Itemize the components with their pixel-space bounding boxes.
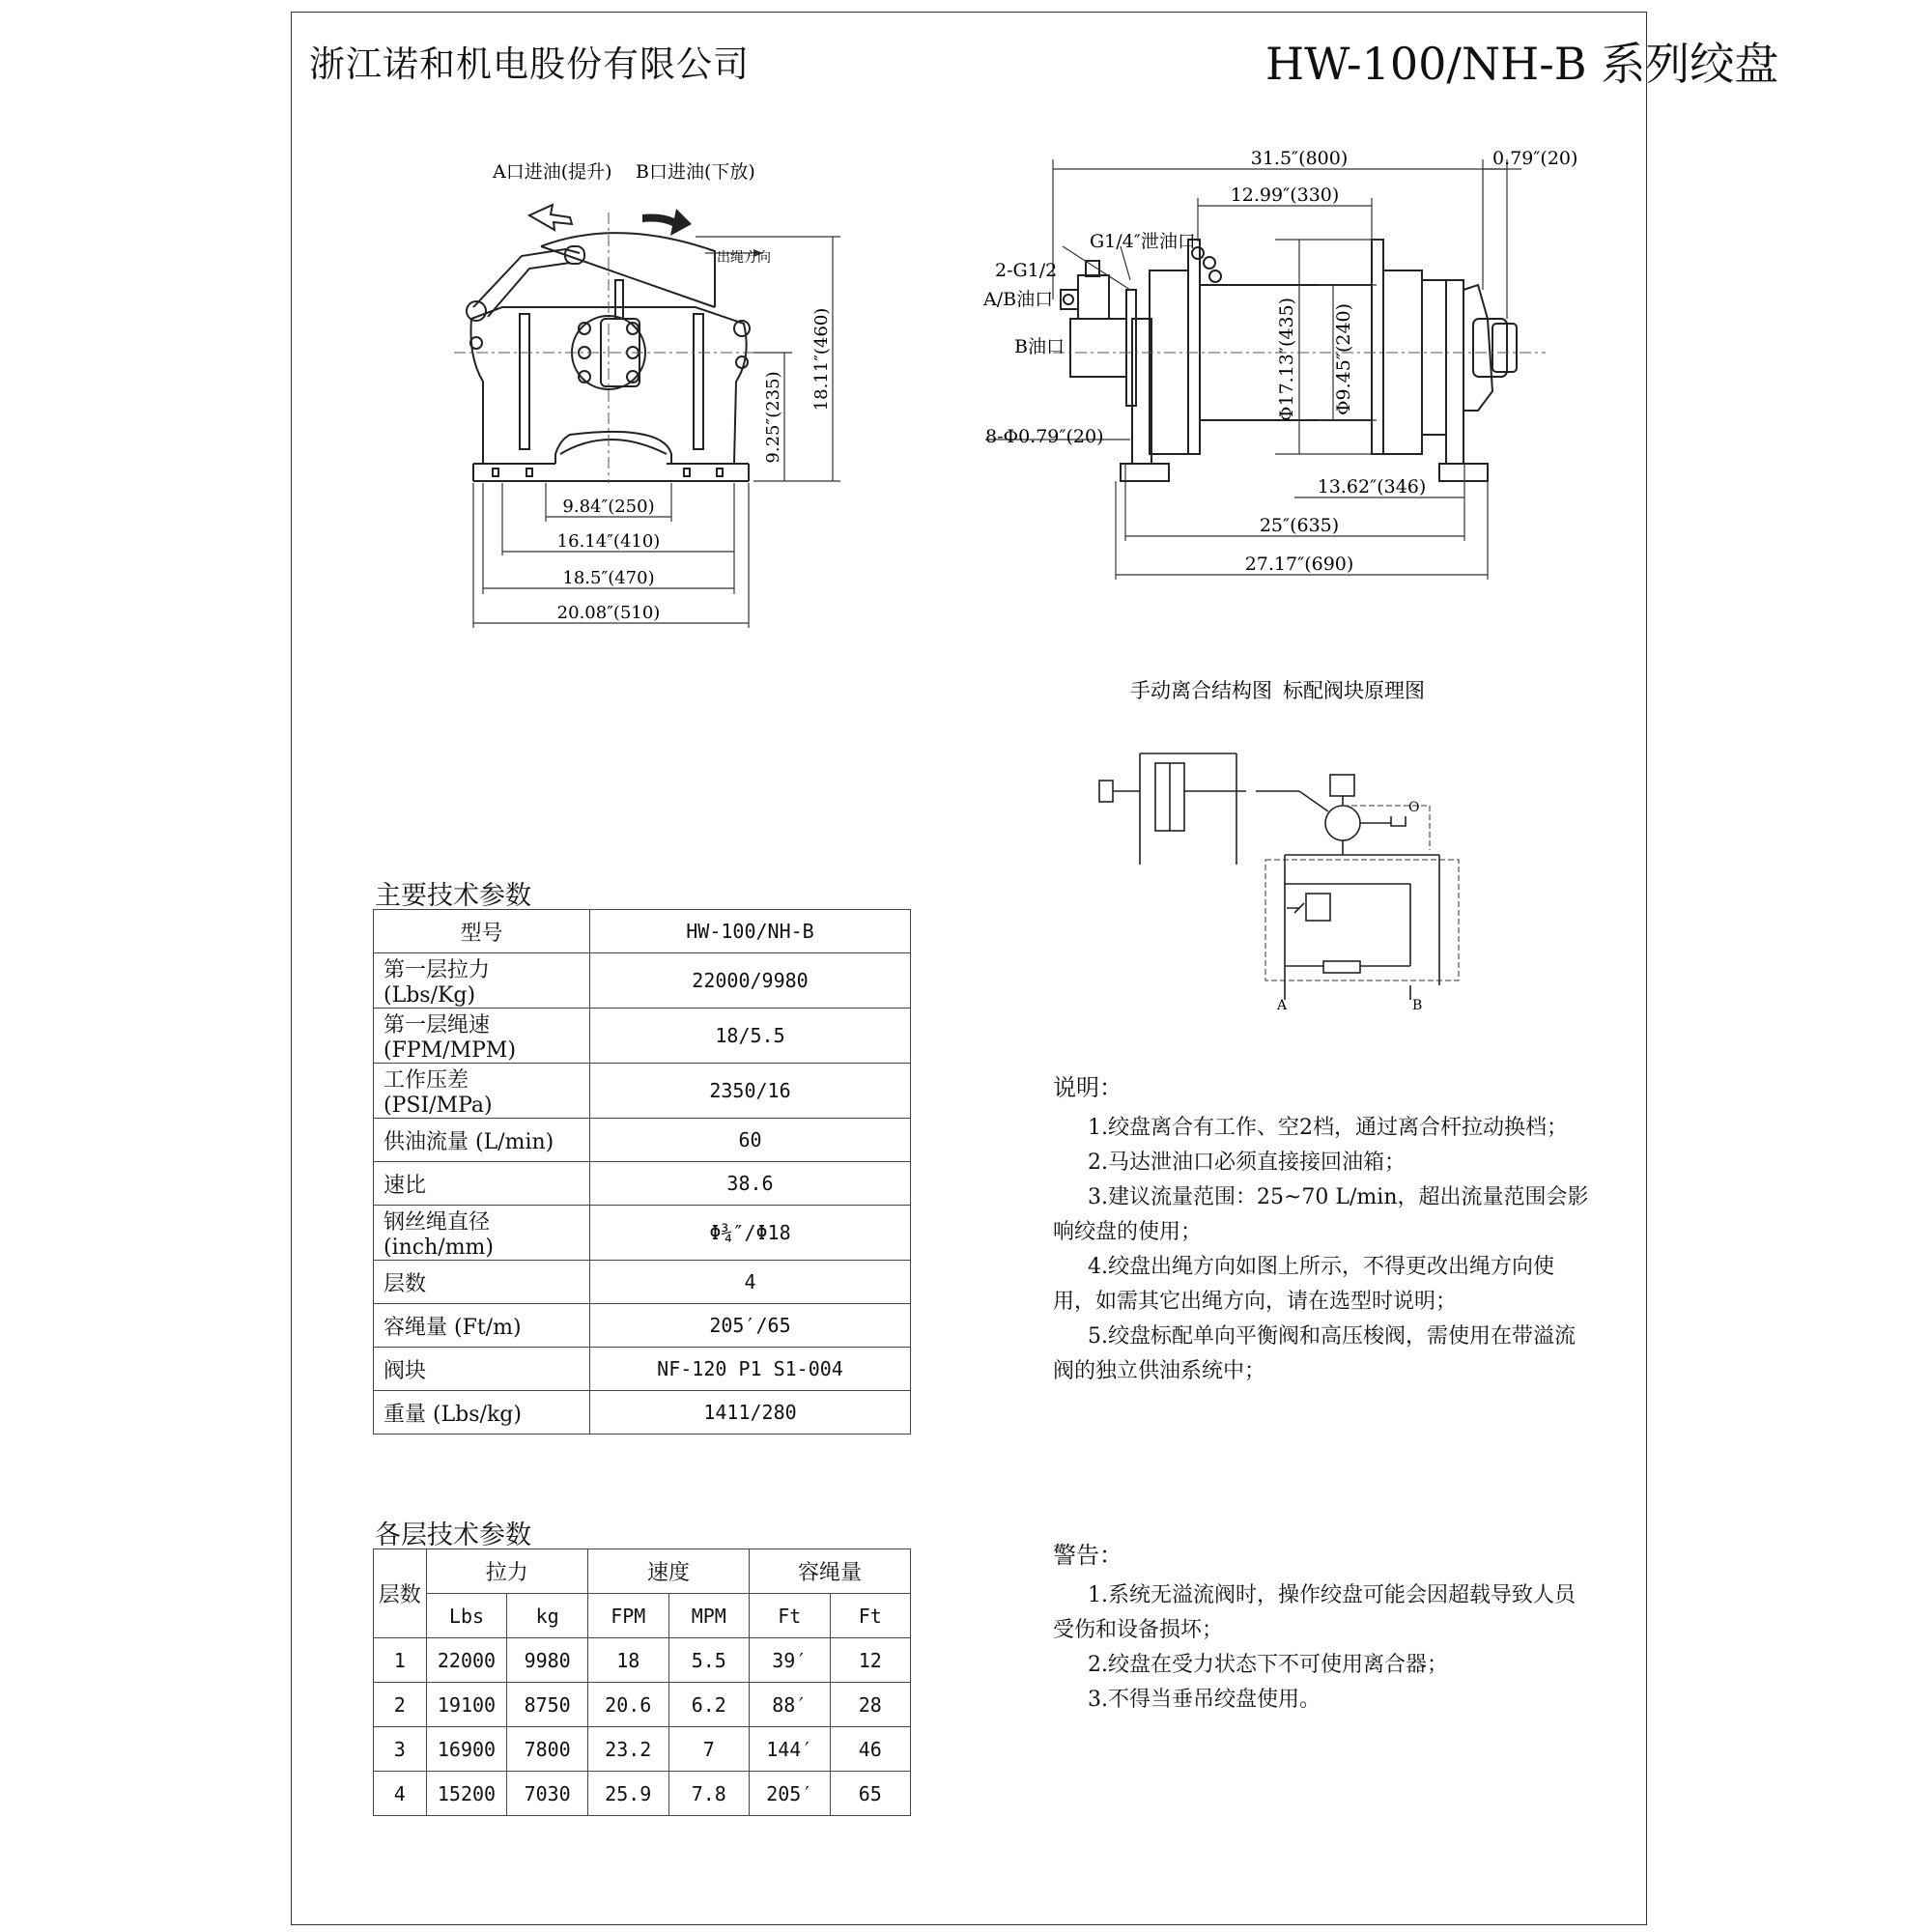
layer-cell: 3	[374, 1727, 427, 1772]
dim-width-410: 16.14″(410)	[556, 531, 661, 552]
layer-params-title: 各层技术参数	[375, 1520, 531, 1550]
param-label: 工作压差 (PSI/MPa)	[374, 1064, 590, 1119]
table-row	[374, 1772, 911, 1816]
dim-drum-length: 12.99″(330)	[1230, 185, 1340, 206]
front-view-drawing	[425, 145, 860, 647]
dim-height-460: 18.11″(460)	[811, 307, 832, 412]
main-params-title: 主要技术参数	[375, 881, 531, 911]
table-units-row	[374, 1594, 911, 1638]
param-label: 重量 (Lbs/kg)	[374, 1391, 590, 1435]
valve-port-b: B	[1412, 998, 1423, 1013]
side-view-drawing	[976, 140, 1594, 584]
pull-lbs-cell: 15200	[426, 1772, 507, 1816]
dim-base-346: 13.62″(346)	[1317, 476, 1427, 497]
param-value: Φ¾″/Φ18	[590, 1206, 911, 1261]
pull-kg-cell: 9980	[507, 1638, 588, 1683]
dim-height-235: 9.25″(235)	[763, 371, 783, 464]
param-value: HW-100/NH-B	[590, 910, 911, 953]
param-value: 205′/65	[590, 1304, 911, 1348]
note-item: 3.建议流量范围：25~70 L/min，超出流量范围会影响绞盘的使用；	[1053, 1185, 1589, 1244]
pull-kg-cell: 7800	[507, 1727, 588, 1772]
notes-section	[1053, 1070, 1594, 1389]
layer-cell: 4	[374, 1772, 427, 1816]
dim-right-offset: 0.79″(20)	[1492, 148, 1578, 169]
valve-port-a: A	[1277, 998, 1288, 1013]
company-name: 浙江诺和机电股份有限公司	[309, 43, 750, 85]
speed-fpm-cell: 23.2	[587, 1727, 668, 1772]
unit-mpm: MPM	[668, 1594, 749, 1638]
layer-params-table	[373, 1548, 911, 1816]
layer-cell: 1	[374, 1638, 427, 1683]
note-item: 5.绞盘标配单向平衡阀和高压梭阀，需使用在带溢流阀的独立供油系统中；	[1053, 1324, 1576, 1383]
speed-mpm-cell: 6.2	[668, 1683, 749, 1727]
clutch-diagram-title: 手动离合结构图	[1130, 679, 1272, 702]
pull-lbs-cell: 19100	[426, 1683, 507, 1727]
table-row	[374, 1261, 911, 1304]
warning-item: 1.系统无溢流阀时，操作绞盘可能会因超载导致人员受伤和设备损坏；	[1053, 1583, 1576, 1642]
valve-diagram-title: 标配阀块原理图	[1283, 679, 1425, 702]
param-value: 2350/16	[590, 1064, 911, 1119]
ab-port-size-label: 2-G1/2	[995, 260, 1058, 281]
capacity-m-cell: 28	[830, 1683, 910, 1727]
speed-mpm-cell: 7.8	[668, 1772, 749, 1816]
table-row	[374, 1348, 911, 1391]
unit-ft: Ft	[750, 1594, 831, 1638]
capacity-ft-cell: 88′	[750, 1683, 831, 1727]
speed-fpm-cell: 25.9	[587, 1772, 668, 1816]
port-a-label: A口进油(提升)	[493, 161, 612, 183]
capacity-ft-cell: 205′	[750, 1772, 831, 1816]
pull-kg-cell: 7030	[507, 1772, 588, 1816]
param-value: 4	[590, 1261, 911, 1304]
param-label: 阀块	[374, 1348, 590, 1391]
dim-drum-diameter: Φ9.45″(240)	[1333, 302, 1354, 416]
pull-lbs-cell: 16900	[426, 1727, 507, 1772]
warning-item: 2.绞盘在受力状态下不可使用离合器；	[1088, 1653, 1448, 1677]
port-b-label: B口进油(下放)	[636, 161, 755, 183]
capacity-m-cell: 65	[830, 1772, 910, 1816]
capacity-m-cell: 46	[830, 1727, 910, 1772]
param-label: 速比	[374, 1162, 590, 1206]
dim-base-635: 25″(635)	[1259, 515, 1340, 536]
dim-width-250: 9.84″(250)	[562, 497, 655, 517]
main-params-table	[373, 909, 911, 1435]
table-row	[374, 1009, 911, 1064]
speed-fpm-cell: 18	[587, 1638, 668, 1683]
table-row	[374, 1683, 911, 1727]
dim-total-length: 31.5″(800)	[1250, 148, 1349, 169]
table-row	[374, 1391, 911, 1435]
header-pull: 拉力	[426, 1549, 587, 1594]
table-row	[374, 1162, 911, 1206]
table-row	[374, 1638, 911, 1683]
note-item: 4.绞盘出绳方向如图上所示，不得更改出绳方向使用，如需其它出绳方向，请在选型时说明；	[1053, 1255, 1554, 1314]
warning-item: 3.不得当垂吊绞盘使用。	[1088, 1688, 1321, 1712]
drain-port-label: G1/4″泄油口	[1090, 231, 1196, 252]
layer-cell: 2	[374, 1683, 427, 1727]
table-row	[374, 1727, 911, 1772]
dim-flange-diameter: Φ17.13″(435)	[1276, 297, 1297, 422]
header-capacity: 容绳量	[750, 1549, 911, 1594]
table-header-row	[374, 1549, 911, 1594]
warnings-section	[1053, 1538, 1594, 1718]
table-row	[374, 1304, 911, 1348]
speed-mpm-cell: 7	[668, 1727, 749, 1772]
warnings-title: 警告：	[1053, 1542, 1122, 1569]
speed-mpm-cell: 5.5	[668, 1638, 749, 1683]
ab-oil-port-label: A/B油口	[983, 289, 1054, 310]
param-label: 容绳量 (Ft/m)	[374, 1304, 590, 1348]
table-row	[374, 910, 911, 953]
schematic-diagrams	[1092, 667, 1478, 1024]
table-row	[374, 953, 911, 1009]
param-label: 型号	[374, 910, 590, 953]
port-o-label: O	[1408, 800, 1420, 815]
param-label: 钢丝绳直径 (inch/mm)	[374, 1206, 590, 1261]
speed-fpm-cell: 20.6	[587, 1683, 668, 1727]
param-value: 60	[590, 1119, 911, 1162]
param-value: 22000/9980	[590, 953, 911, 1009]
dim-base-690: 27.17″(690)	[1244, 554, 1354, 575]
param-label: 供油流量 (L/min)	[374, 1119, 590, 1162]
rope-direction-label: 出绳方向	[717, 250, 771, 266]
param-label: 层数	[374, 1261, 590, 1304]
param-value: 38.6	[590, 1162, 911, 1206]
capacity-ft-cell: 39′	[750, 1638, 831, 1683]
series-title: HW-100/NH-B 系列绞盘	[1265, 38, 1779, 90]
notes-title: 说明：	[1053, 1074, 1122, 1101]
param-label: 第一层绳速 (FPM/MPM)	[374, 1009, 590, 1064]
header-layer: 层数	[374, 1549, 427, 1638]
param-value: 1411/280	[590, 1391, 911, 1435]
note-item: 1.绞盘离合有工作、空2档，通过离合杆拉动换档；	[1088, 1116, 1568, 1140]
table-row	[374, 1119, 911, 1162]
param-label: 第一层拉力 (Lbs/Kg)	[374, 953, 590, 1009]
unit-fpm: FPM	[587, 1594, 668, 1638]
capacity-m-cell: 12	[830, 1638, 910, 1683]
table-row	[374, 1064, 911, 1119]
pull-lbs-cell: 22000	[426, 1638, 507, 1683]
b-oil-port-label: B油口	[1014, 336, 1065, 357]
unit-lbs: Lbs	[426, 1594, 507, 1638]
unit-ft-2: Ft	[830, 1594, 910, 1638]
capacity-ft-cell: 144′	[750, 1727, 831, 1772]
unit-kg: kg	[507, 1594, 588, 1638]
table-row	[374, 1206, 911, 1261]
dim-width-510: 20.08″(510)	[556, 603, 661, 623]
header-speed: 速度	[587, 1549, 749, 1594]
note-item: 2.马达泄油口必须直接接回油箱；	[1088, 1151, 1406, 1175]
param-value: NF-120 P1 S1-004	[590, 1348, 911, 1391]
param-value: 18/5.5	[590, 1009, 911, 1064]
pull-kg-cell: 8750	[507, 1683, 588, 1727]
mounting-holes-label: 8-Φ0.79″(20)	[985, 426, 1104, 447]
dim-width-470: 18.5″(470)	[562, 568, 655, 588]
